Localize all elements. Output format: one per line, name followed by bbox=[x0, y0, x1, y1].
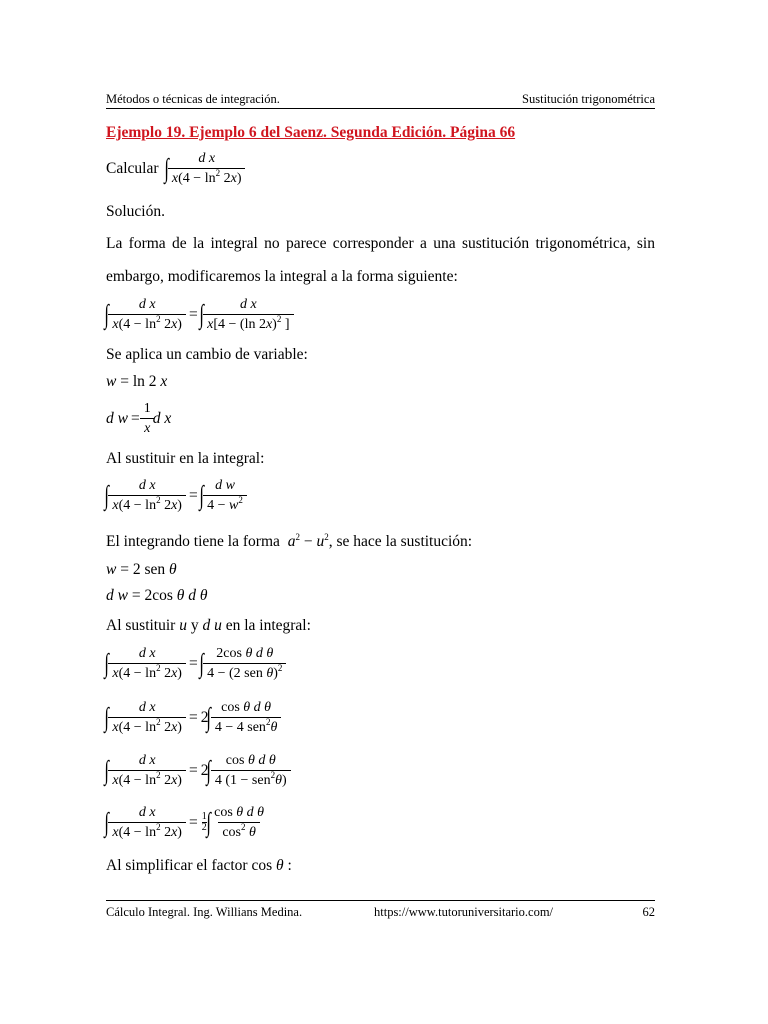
integral-symbol: ∫ bbox=[104, 480, 109, 510]
footer-rule bbox=[106, 900, 655, 901]
header-right-text: Sustitución trigonométrica bbox=[522, 92, 655, 106]
integral-symbol: ∫ bbox=[199, 648, 204, 678]
calcular-statement bbox=[106, 150, 245, 187]
integral-symbol: ∫ bbox=[104, 299, 109, 329]
page-number: 62 bbox=[642, 905, 655, 919]
dw-trig-substitution: d w = 2cos θ d θ bbox=[106, 587, 208, 604]
equation-trig-2: ∫ $\frac{\text{d x}}{x(4 - \ln^2 2x)}$ = 2 ∫ $\frac{\text{cos θ d θ}}{4 - 4 sen^2\theta}$ bbox=[106, 699, 281, 736]
dw-definition: d w = $\frac{1}{x}$ d x bbox=[106, 401, 172, 436]
w-definition: w = ln 2 x bbox=[106, 373, 168, 390]
integral-symbol: ∫ bbox=[104, 702, 109, 732]
integrando-forma-text: El integrando tiene la forma $a^2 - u^2$, se hace la sustitución: bbox=[106, 532, 473, 550]
equation-rewrite: ∫ $\frac{\text{d x}}{x(4 - \ln^2 2x)}$ = ∫ $\frac{\text{d x}}{x[4 - (\ln 2x)^2 ]}$ bbox=[106, 296, 294, 333]
paragraph-line-1: La forma de la integral no parece corresponder a una sustitución trigonométrica, sin bbox=[106, 235, 655, 252]
w-trig-substitution: w = 2 sen θ bbox=[106, 561, 177, 578]
integral-symbol: ∫ bbox=[163, 153, 169, 183]
integral-symbol: ∫ bbox=[206, 755, 212, 785]
example-title: Ejemplo 19. Ejemplo 6 del Saenz. Segunda Edición. Página 66 bbox=[106, 124, 516, 141]
equation-substituted-w: ∫ $\frac{\text{d x}}{x(4 - \ln^2 2x)}$ = ∫ $\frac{\text{d w}}{4 - w^2}$ bbox=[106, 477, 247, 514]
integral-symbol: ∫ bbox=[206, 807, 211, 837]
equation-trig-3: ∫ $\frac{\text{d x}}{x(4 - \ln^2 2x)}$ = 2 ∫ $\frac{\text{cos θ d θ}}{4 (1 - sen^2\theta)}$ bbox=[106, 752, 291, 789]
al-sustituir-udu-text: Al sustituir u y d u en la integral: bbox=[106, 617, 311, 634]
page-header bbox=[106, 92, 655, 108]
integral-symbol: ∫ bbox=[199, 299, 204, 329]
fraction-dx-over-x4ln2x: $\frac{\text{d x}}{x(4 - \ln^2 2x)}$ bbox=[168, 150, 246, 187]
equation-trig-4: ∫ $\frac{\text{d x}}{x(4 - \ln^2 2x)}$ = $\frac{1}{2}$ ∫ $\frac{\text{cos θ d θ}}{\cos^2 \theta}$ bbox=[104, 805, 265, 840]
integral-symbol: ∫ bbox=[199, 480, 204, 510]
calcular-label: Calcular bbox=[106, 159, 159, 177]
solucion-heading: Solución. bbox=[106, 203, 165, 220]
al-sustituir-integral-text: Al sustituir en la integral: bbox=[106, 450, 265, 467]
simplificar-factor-text: Al simplificar el factor cos θ : bbox=[106, 857, 292, 874]
header-rule bbox=[106, 108, 655, 109]
page-footer bbox=[106, 903, 655, 919]
equation-trig-1: ∫ $\frac{\text{d x}}{x(4 - \ln^2 2x)}$ = ∫ $\frac{\text{2cos θ d θ}}{4 - (2 sen \theta)^2}$ bbox=[106, 645, 286, 682]
footer-url-link[interactable]: https://www.tutoruniversitario.com/ bbox=[374, 905, 554, 919]
integral-symbol: ∫ bbox=[104, 807, 109, 837]
cambio-variable-text: Se aplica un cambio de variable: bbox=[106, 346, 308, 363]
header-left-text: Métodos o técnicas de integración. bbox=[106, 92, 280, 106]
integral-symbol: ∫ bbox=[104, 755, 109, 785]
integral-symbol: ∫ bbox=[104, 648, 109, 678]
footer-left-text: Cálculo Integral. Ing. Willians Medina. bbox=[106, 905, 303, 919]
paragraph-line-2: embargo, modificaremos la integral a la forma siguiente: bbox=[106, 268, 458, 285]
integral-symbol: ∫ bbox=[206, 702, 212, 732]
